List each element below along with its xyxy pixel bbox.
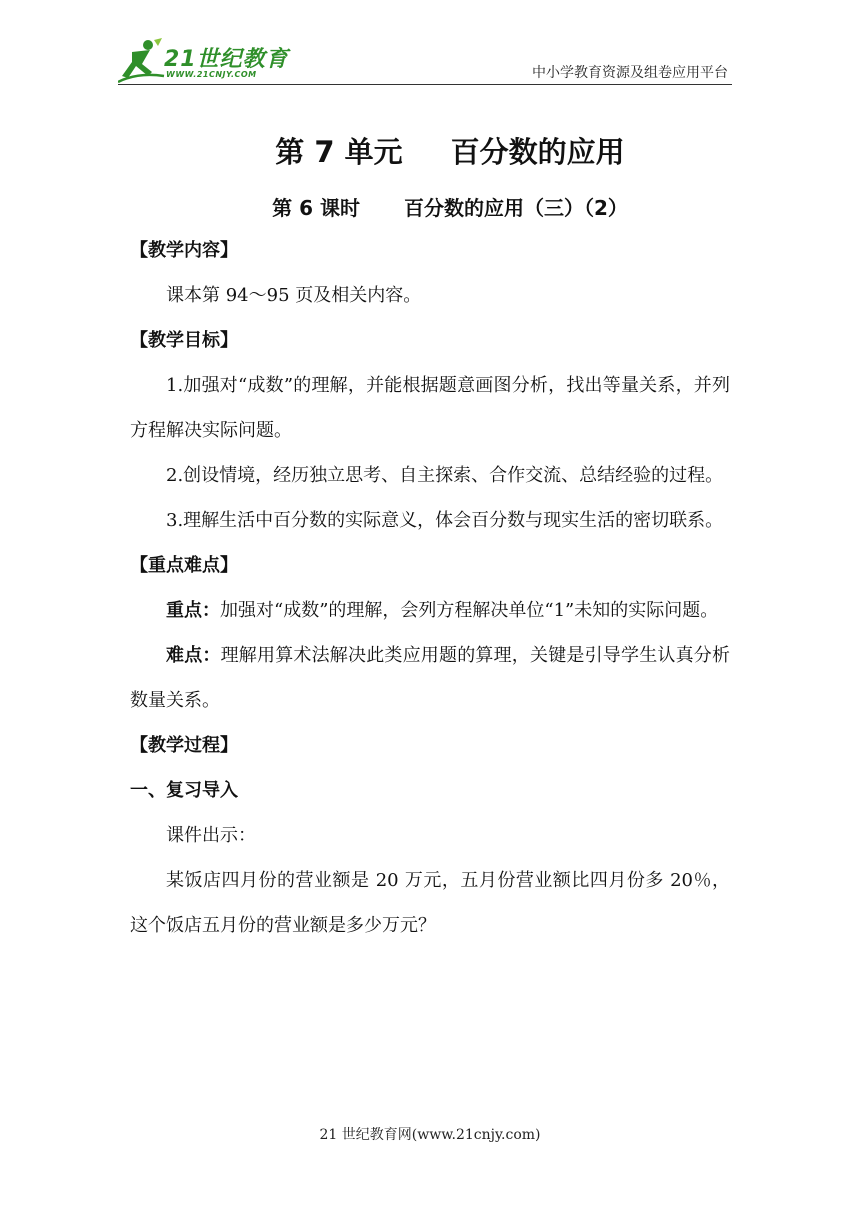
page-footer: 21 世纪教育网(www.21cnjy.com) [319,1127,541,1143]
section-heading-content: 【教学内容】 [130,240,238,261]
key-point [130,588,730,633]
site-logo[interactable] [118,38,288,84]
content-text: 课本第 94～95 页及相关内容。 [166,285,422,306]
lesson-number: 第 6 课时 [272,196,360,220]
section-heading-process: 【教学过程】 [130,735,238,756]
difficult-point-label: 难点： [166,645,221,666]
running-figure-logo-icon [118,38,166,84]
goal-item: 3.理解生活中百分数的实际意义，体会百分数与现实生活的密切联系。 [166,510,724,531]
logo-text: 21世纪教育 [164,47,289,72]
lesson-title [170,188,730,228]
lesson-name: 百分数的应用（三）（2） [403,196,628,220]
document-body [130,128,730,948]
difficult-point-text: 理解用算术法解决此类应用题的算理，关键是引导学生认真分析数量关系。 [130,645,731,711]
unit-title [170,130,730,174]
unit-name: 百分数的应用 [450,135,625,169]
platform-name: 中小学教育资源及组卷应用平台 [532,65,728,81]
difficult-point [130,633,730,723]
courseware-label: 课件出示： [166,825,256,846]
problem-text: 某饭店四月份的营业额是 20 万元，五月份营业额比四月份多 20％，这个饭店五月份的营业额是多少万元？ [130,870,730,936]
section-heading-key-points: 【重点难点】 [130,555,238,576]
goal-item: 2.创设情境，经历独立思考、自主探索、合作交流、总结经验的过程。 [166,465,724,486]
part-heading-review: 一、复习导入 [130,780,238,801]
page-header [0,0,860,96]
logo-url: WWW.21CNJY.COM [166,70,257,79]
header-divider [118,84,732,85]
key-point-text: 加强对“成数”的理解，会列方程解决单位“1”未知的实际问题。 [220,600,719,621]
unit-number: 第 7 单元 [275,135,403,169]
goal-item: 1.加强对“成数”的理解，并能根据题意画图分析，找出等量关系，并列方程解决实际问题。 [130,375,730,441]
section-heading-goals: 【教学目标】 [130,330,238,351]
key-point-label: 重点： [166,600,220,621]
